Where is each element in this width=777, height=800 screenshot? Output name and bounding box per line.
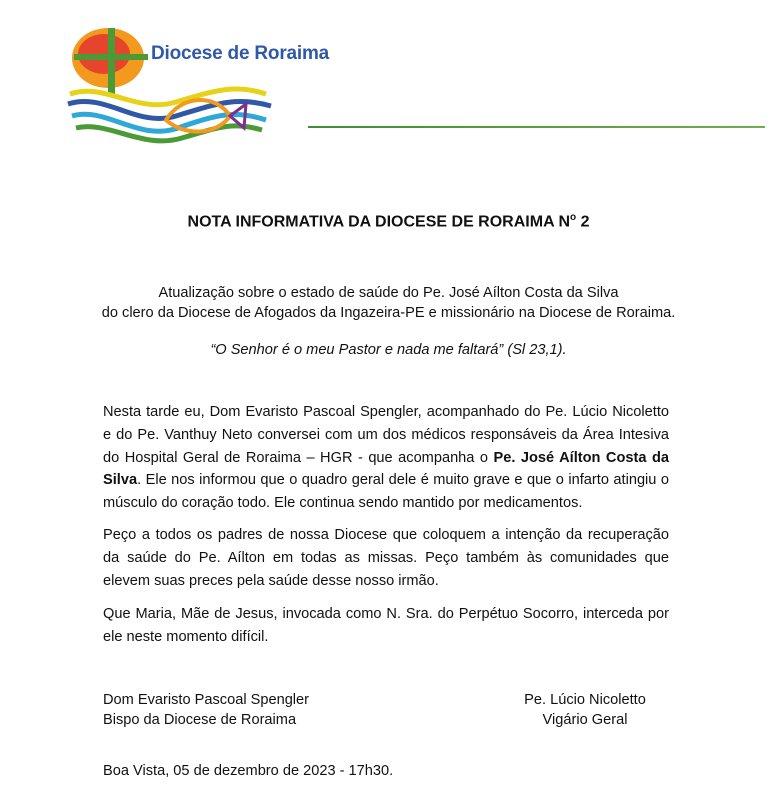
dateline: Boa Vista, 05 de dezembro de 2023 - 17h30.: [103, 763, 394, 779]
diocese-logo: [66, 24, 330, 154]
header-rule: [308, 126, 765, 128]
signature-right-name: Pe. Lúcio Nicoletto: [524, 692, 646, 708]
subtitle-line-1: Atualização sobre o estado de saúde do Pe. José Aílton Costa da Silva: [158, 285, 619, 301]
logo-text: Diocese de Roraima: [151, 43, 330, 64]
signature-right: [505, 690, 665, 730]
paragraph-2: Peço a todos os padres de nossa Diocese que coloquem a intenção da recuperação da saúde do Pe. Aílton em todas as missas. Peço também às comunidades que elevem suas preces pela saúde desse nosso irmão.: [103, 527, 669, 589]
subtitle-line-2: do clero da Diocese de Afogados da Ingazeira-PE e missionário na Diocese de Roraima.: [101, 305, 676, 321]
signature-left-role: Bispo da Diocese de Roraima: [103, 712, 297, 728]
paragraph-3: Que Maria, Mãe de Jesus, invocada como N. Sra. do Perpétuo Socorro, interceda por ele neste momento difícil.: [103, 606, 669, 645]
signature-right-role: Vigário Geral: [542, 712, 628, 728]
paragraph-1: Nesta tarde eu, Dom Evaristo Pascoal Spengler, acompanhado do Pe. Lúcio Nicoletto e do Pe. Vanthuy Neto conversei com um dos médicos responsáveis da Área Intesiva do Hospital Geral de Roraima – HGR - que acompanha o Pe. José Aílton Costa da Silva. Ele nos informou que o quadro geral dele é muito grave e que o infarto atingiu o músculo do coração todo. Ele continua sendo mantido por medicamentos.: [103, 404, 669, 512]
signature-left-name: Dom Evaristo Pascoal Spengler: [103, 692, 310, 708]
document-subtitle: [0, 283, 777, 323]
signature-left: [103, 690, 309, 730]
highlight-name: Pe. José Aílton Costa da Silva: [103, 449, 669, 489]
document-title: NOTA INFORMATIVA DA DIOCESE DE RORAIMA $N^o$ 2: [187, 212, 590, 231]
bible-quote: “O Senhor é o meu Pastor e nada me faltará” (Sl 23,1).: [210, 342, 567, 358]
